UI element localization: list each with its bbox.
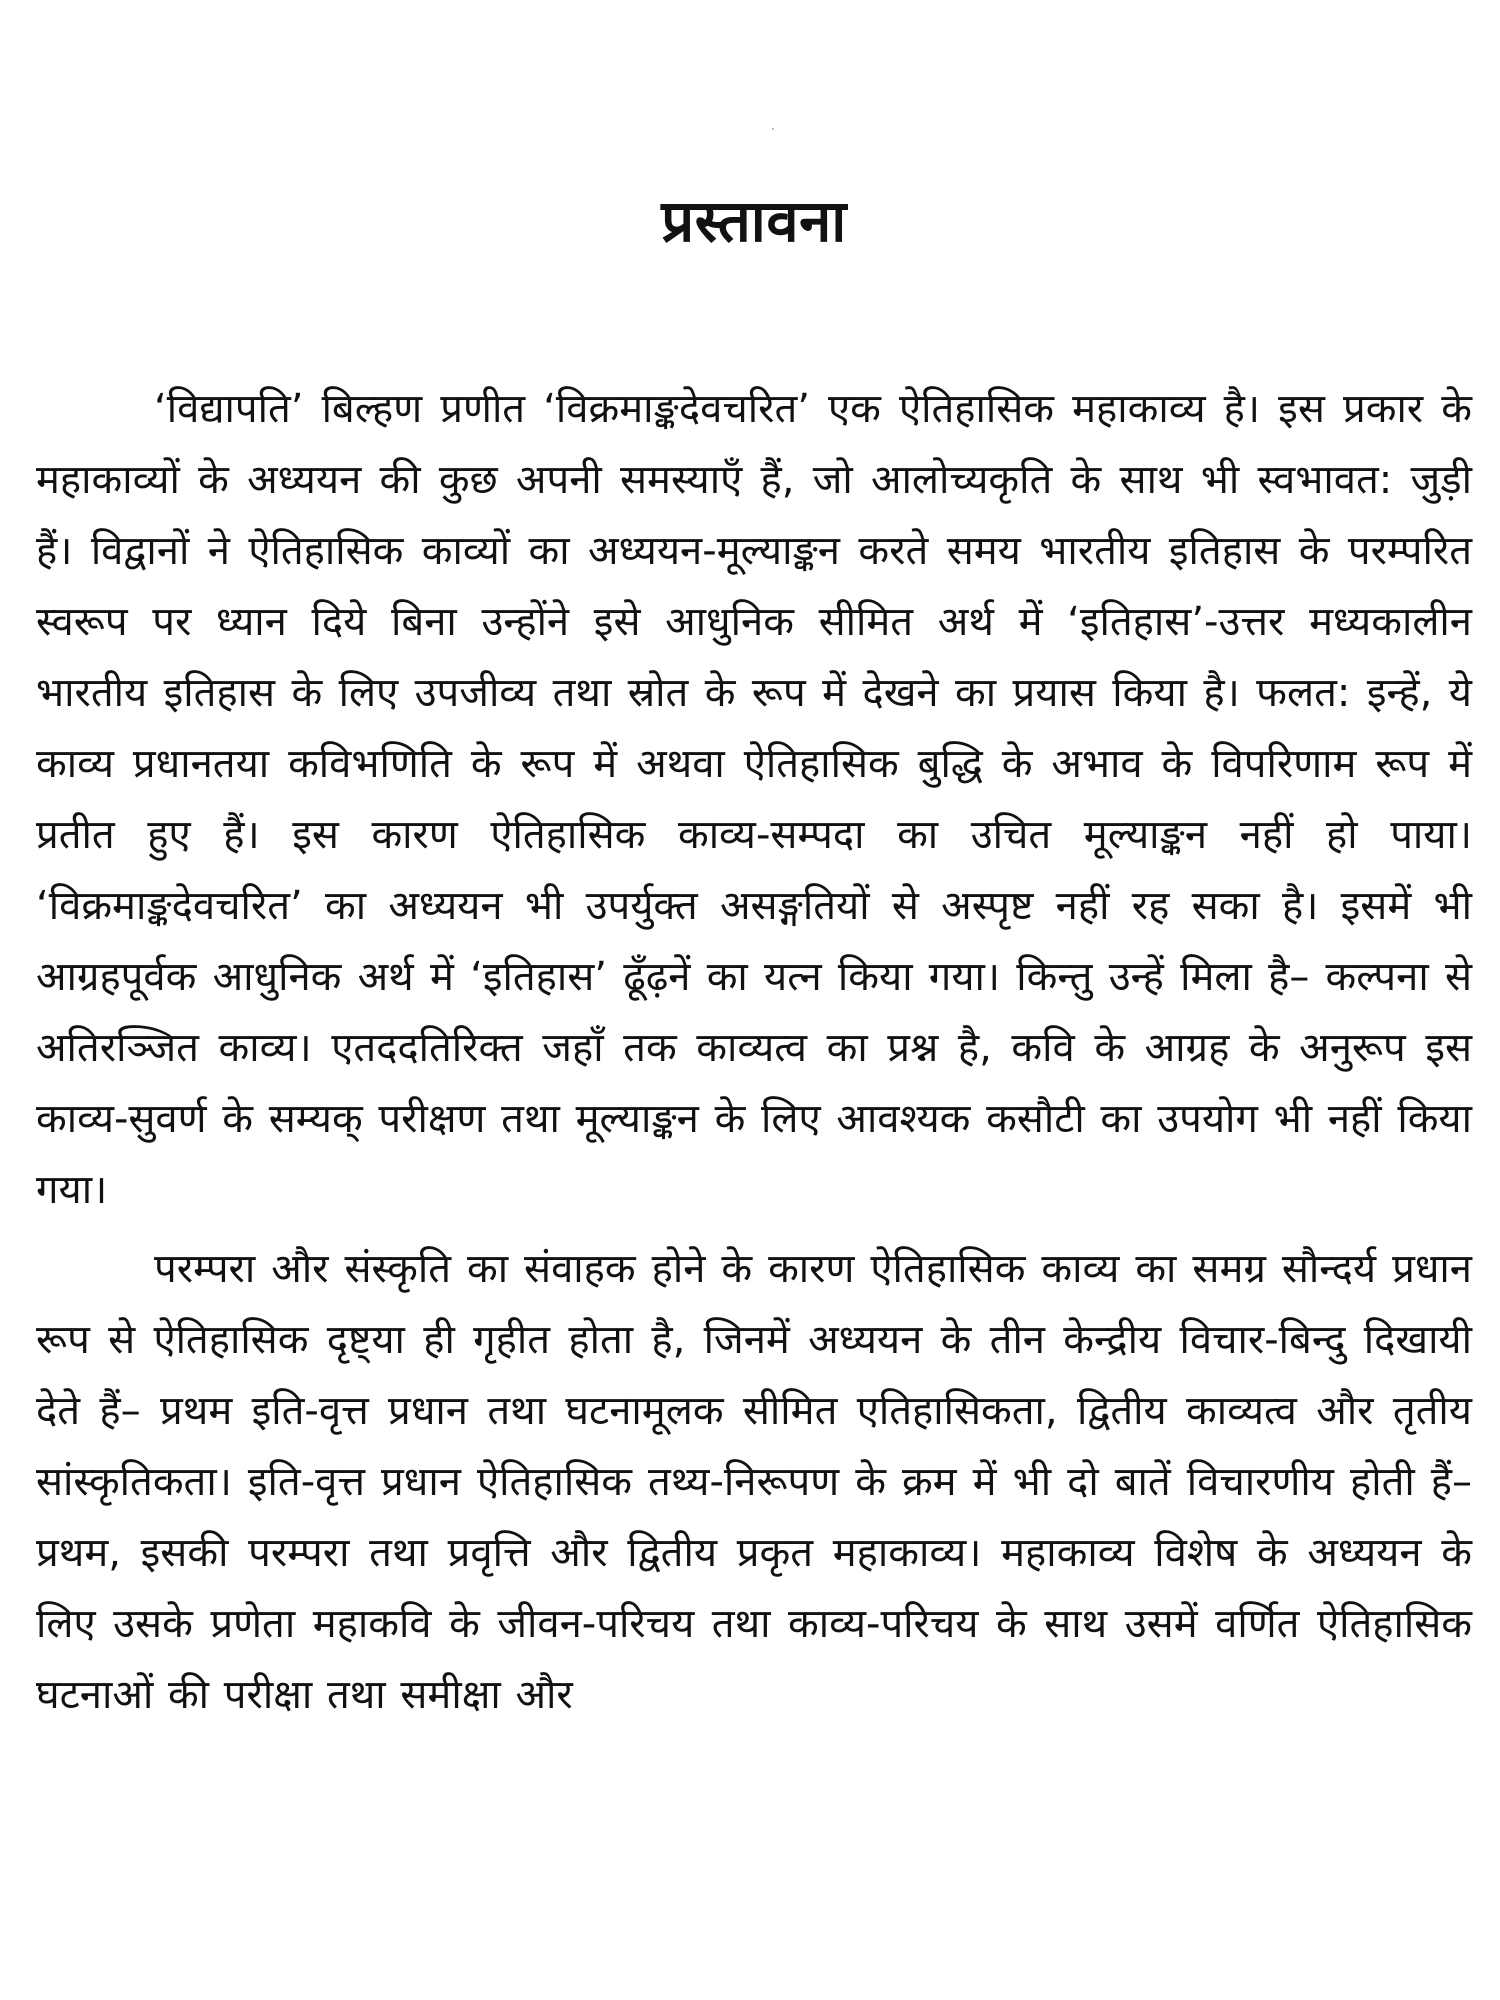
paragraph-2: परम्परा और संस्कृति का संवाहक होने के कारण ऐतिहासिक काव्य का समग्र सौन्दर्य प्रधान रूप से ऐतिहासिक दृष्ट्या ही गृहीत होता है, जिनमें अध्ययन के तीन केन्द्रीय विचार-बिन्दु दिखायी देते हैं– प्रथम इति-वृत्त प्रधान तथा घटनामूलक सीमित एतिहासिकता, द्वितीय काव्यत्व और तृतीय सांस्कृतिकता। इति-वृत्त प्रधान ऐतिहासिक तथ्य-निरूपण के क्रम में भी दो बातें विचारणीय होती हैं– प्रथम, इसकी परम्परा तथा प्रवृत्ति और द्वितीय प्रकृत महाकाव्य। महाकाव्य विशेष के अध्ययन के लिए उसके प्रणेता महाकवि के जीवन-परिचय तथा काव्य-परिचय के साथ उसमें वर्णित ऐतिहासिक घटनाओं की परीक्षा तथा समीक्षा और bbox=[36, 1245, 1472, 1718]
page-speck bbox=[772, 128, 774, 130]
page-title: प्रस्तावना bbox=[661, 187, 847, 255]
paragraph-1: ‘विद्यापति’ बिल्हण प्रणीत ‘विक्रमाङ्कदेवचरित’ एक ऐतिहासिक महाकाव्य है। इस प्रकार के महाकाव्यों के अध्ययन की कुछ अपनी समस्याएँ हैं, जो आलोच्यकृति के साथ भी स्वभावत: जुड़ी हैं। विद्वानों ने ऐतिहासिक काव्यों का अध्ययन-मूल्याङ्कन करते समय भारतीय इतिहास के परम्परित स्वरूप पर ध्यान दिये बिना उन्होंने इसे आधुनिक सीमित अर्थ में ‘इतिहास’-उत्तर मध्यकालीन भारतीय इतिहास के लिए उपजीव्य तथा स्रोत के रूप में देखने का प्रयास किया है। फलत: इन्हें, ये काव्य प्रधानतया कविभणिति के रूप में अथवा ऐतिहासिक बुद्धि के अभाव के विपरिणाम रूप में प्रतीत हुए हैं। इस कारण ऐतिहासिक काव्य-सम्पदा का उचित मूल्याङ्कन नहीं हो पाया। ‘विक्रमाङ्कदेवचरित’ का अध्ययन भी उपर्युक्त असङ्गतियों से अस्पृष्ट नहीं रह सका है। इसमें भी आग्रहपूर्वक आधुनिक अर्थ में ‘इतिहास’ ढूँढ़नें का यत्न किया गया। किन्तु उन्हें मिला है– कल्पना से अतिरञ्जित काव्य। एतददतिरिक्त जहाँ तक काव्यत्व का प्रश्न है, कवि के आग्रह के अनुरूप इस काव्य-सुवर्ण के सम्यक् परीक्षण तथा मूल्याङ्कन के लिए आवश्यक कसौटी का उपयोग भी नहीं किया गया। bbox=[36, 385, 1472, 1213]
